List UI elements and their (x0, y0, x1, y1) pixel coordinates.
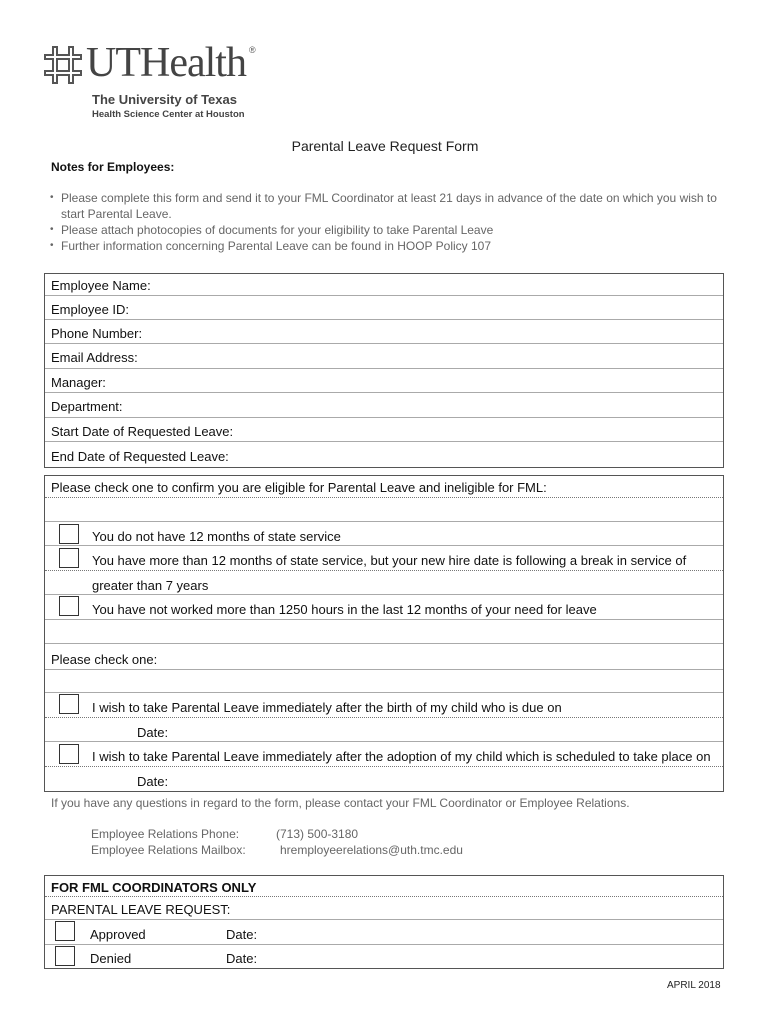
coordinator-heading: FOR FML COORDINATORS ONLY (51, 880, 257, 895)
denied-label: Denied (90, 951, 132, 966)
checkbox-approved[interactable] (55, 921, 75, 941)
option-birth: I wish to take Parental Leave immediately after the birth of my child who is due on (92, 700, 562, 715)
contact-question: If you have any questions in regard to the form, please contact your FML Coordinator or Employee Relations. (51, 796, 630, 810)
notes-heading: Notes for Employees: (51, 160, 175, 174)
option-break-in-service: You have more than 12 months of state service, but your new hire date is following a break in service of (92, 553, 687, 568)
revision-date: APRIL 2018 (667, 980, 721, 991)
end-date-field[interactable]: End Date of Requested Leave: (51, 449, 229, 464)
option-adoption: I wish to take Parental Leave immediately after the adoption of my child which is scheduled to take place on (92, 749, 711, 764)
leave-type-prompt: Please check one: (51, 652, 158, 667)
checkbox-under-1250-hours[interactable] (59, 596, 79, 616)
phone-label: Employee Relations Phone: (91, 827, 240, 841)
phone-number-field[interactable]: Phone Number: (51, 326, 143, 341)
coordinator-box (44, 875, 724, 969)
checkbox-birth[interactable] (59, 694, 79, 714)
registered-mark: ® (249, 45, 256, 55)
denied-date-label: Date: (226, 951, 258, 966)
approved-label: Approved (90, 927, 146, 942)
option-break-in-service-cont: greater than 7 years (92, 578, 209, 593)
form-title: Parental Leave Request Form (291, 138, 479, 154)
logo-wordmark: UTHealth (86, 40, 246, 86)
note-item: • Further information concerning Parental Leave can be found in HOOP Policy 107 (50, 238, 730, 254)
department-field[interactable]: Department: (51, 399, 123, 414)
eligibility-box (44, 475, 724, 792)
mailbox-value[interactable]: hremployeerelations@uth.tmc.edu (280, 843, 463, 857)
phone-value: (713) 500-3180 (276, 827, 359, 841)
employee-name-field[interactable]: Employee Name: (51, 278, 151, 293)
leave-request-label: PARENTAL LEAVE REQUEST: (51, 902, 231, 917)
employee-id-field[interactable]: Employee ID: (51, 302, 130, 317)
notes-list (50, 190, 730, 254)
start-date-field[interactable]: Start Date of Requested Leave: (51, 424, 234, 439)
note-item: • Please complete this form and send it to your FML Coordinator at least 21 days in advance of the date on which you wish to start Parental Leave. (50, 190, 730, 222)
manager-field[interactable]: Manager: (51, 375, 106, 390)
uthealth-logo-icon (44, 46, 82, 84)
adoption-date-label: Date: (137, 774, 169, 789)
checkbox-break-in-service[interactable] (59, 548, 79, 568)
email-address-field[interactable]: Email Address: (51, 350, 138, 365)
note-item: • Please attach photocopies of documents for your eligibility to take Parental Leave (50, 222, 730, 238)
mailbox-label: Employee Relations Mailbox: (91, 843, 246, 857)
eligibility-prompt: Please check one to confirm you are eligible for Parental Leave and ineligible for FML: (51, 480, 547, 495)
approved-date-label: Date: (226, 927, 258, 942)
employee-info-box (44, 273, 724, 468)
birth-date-label: Date: (137, 725, 169, 740)
option-under-1250-hours: You have not worked more than 1250 hours in the last 12 months of your need for leave (92, 602, 597, 617)
checkbox-no-12-months[interactable] (59, 524, 79, 544)
option-no-12-months: You do not have 12 months of state service (92, 529, 341, 544)
checkbox-adoption[interactable] (59, 744, 79, 764)
center-name: Health Science Center at Houston (92, 109, 245, 120)
university-name: The University of Texas (92, 92, 237, 107)
checkbox-denied[interactable] (55, 946, 75, 966)
